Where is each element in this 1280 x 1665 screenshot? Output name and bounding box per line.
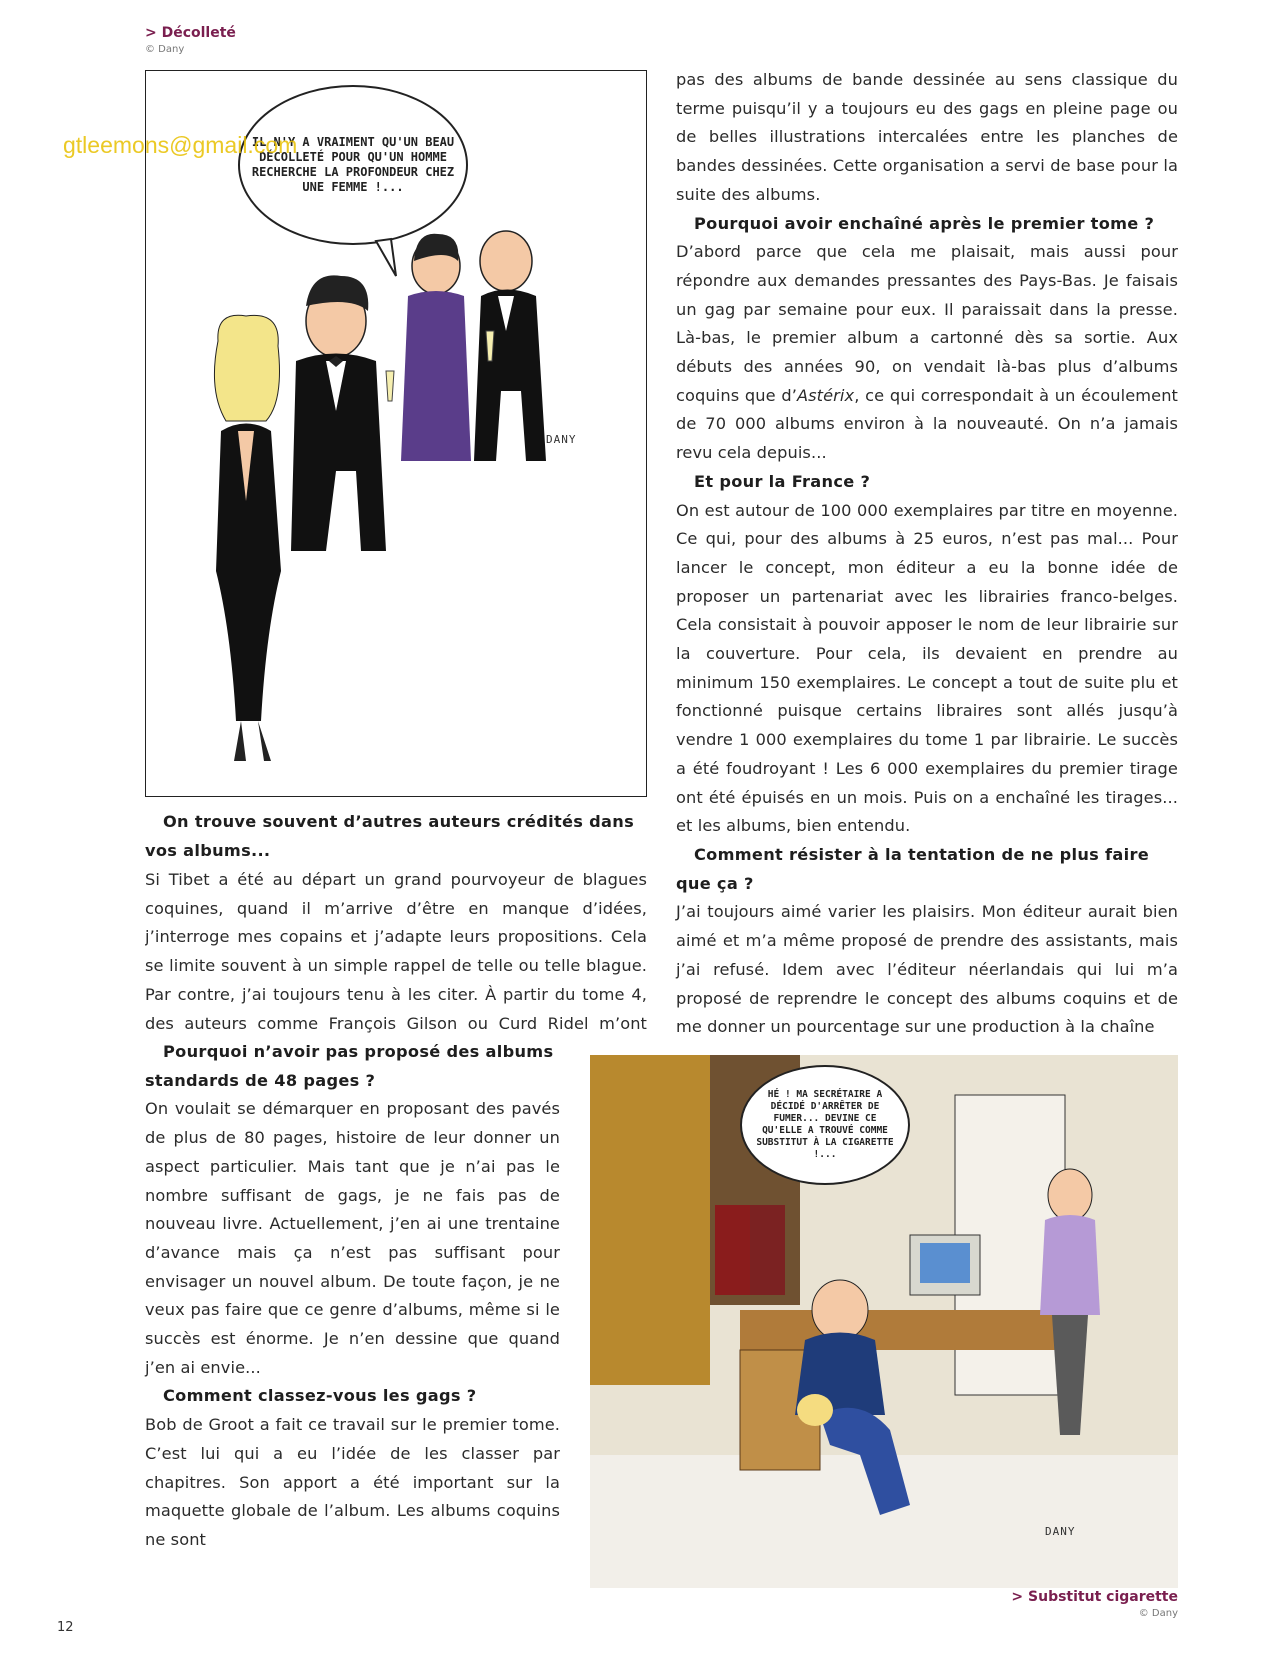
page-number: 12 <box>57 1620 74 1635</box>
figure-credit: © Dany <box>1138 1608 1178 1619</box>
text-column-left-bottom <box>145 1038 560 1555</box>
speech-bubble: IL N'Y A VRAIMENT QU'UN BEAU DÉCOLLETÉ POUR QU'UN HOMME RECHERCHE LA PROFONDEUR CHEZ UNE FEMME !... <box>238 85 468 245</box>
artist-signature: DANY <box>546 433 577 446</box>
speech-bubble: HÉ ! MA SECRÉTAIRE A DÉCIDÉ D'ARRÊTER DE FUMER... DEVINE CE QU'ELLE A TROUVÉ COMME SUBSTITUT À LA CIGARETTE !... <box>740 1065 910 1185</box>
figure-caption-substitut-cigarette: > Substitut cigarette <box>1011 1589 1178 1605</box>
text-column-left-top <box>145 808 647 865</box>
interview-question: On trouve souvent d’autres auteurs crédités dans vos albums... <box>145 812 635 860</box>
answer-paragraph: J’ai toujours aimé varier les plaisirs. Mon éditeur aurait bien aimé et m’a même proposé de prendre des assistants, mais j’ai refusé. Idem avec l’éditeur néerlandais qui lui m’a proposé de reprendre le concept des albums coquins et de me donner un pourcentage sur une production à la chaîne <box>676 902 1178 1037</box>
text-column-left-narrow <box>145 866 560 1038</box>
figure-credit: © Dany <box>145 44 185 55</box>
answer-paragraph <box>676 238 1178 468</box>
answer-paragraph: pas des albums de bande dessinée au sens classique du terme puisqu’il y a toujours eu des gags en pleine page ou de belles illustrations intercalées entre les planches de bandes dessinées. Cette organisation a servi de base pour la suite des albums. <box>676 70 1178 204</box>
interview-question: Comment classez-vous les gags ? <box>163 1386 477 1406</box>
interview-question: Pourquoi n’avoir pas proposé des albums standards de 48 pages ? <box>145 1042 554 1090</box>
interview-question: Pourquoi avoir enchaîné après le premier tome ? <box>694 213 1155 233</box>
answer-paragraph: Bob de Groot a fait ce travail sur le premier tome. C’est lui qui a eu l’idée de les classer par chapitres. Son apport a été important sur la maquette globale de l’album. Les albums coquins ne sont <box>145 1415 560 1549</box>
answer-text: D’abord parce que cela me plaisait, mais aussi pour répondre aux demandes pressantes des Pays-Bas. Je faisais un gag par semaine pour eux. Il paraissait dans la presse. Là-bas, le premier album a cartonné dès sa sortie. Aux débuts des années 90, on vendait là-bas plus d’albums coquins que d’ <box>676 242 1178 405</box>
watermark-email: gtleemons@gmail.com <box>63 132 298 158</box>
interview-question: Et pour la France ? <box>694 471 871 491</box>
answer-paragraph: On est autour de 100 000 exemplaires par titre en moyenne. Ce qui, pour des albums à 25 euros, n’est pas mal... Pour lancer le concept, mon éditeur a eu la bonne idée de proposer un partenariat avec les librairies franco-belges. Cela consistait à pouvoir apposer le nom de leur librairie sur la couverture. Pour cela, ils devaient en prendre au minimum 150 exemplaires. Le concept a tout de suite plu et fonctionné puisque certains libraires sont allés jusqu’à vendre 1 000 exemplaires du tome 1 par librairie. Le succès a été foudroyant ! Les 6 000 exemplaires du premier tirage ont été épuisés en un mois. Puis on a enchaîné les tirages... et les albums, bien entendu. <box>676 500 1178 836</box>
interview-question: Comment résister à la tentation de ne plus faire que ça ? <box>676 844 1150 893</box>
figure-caption-decollete: > Décolleté <box>145 25 236 41</box>
illustration-decollete <box>145 70 647 797</box>
answer-paragraph: Si Tibet a été au départ un grand pourvoyeur de blagues coquines, quand il m’arrive d’être en manque d’idées, j’interroge mes copains et j’adapte leurs propositions. Cela se limite souvent à un simple rappel de telle ou telle blague. Par contre, j’ai toujours tenu à les citer. À partir du tome 4, des auteurs comme François Gilson ou Curd Ridel m’ont <box>145 870 647 1033</box>
book-title-asterix: Astérix <box>796 385 855 405</box>
answer-text: , ce qui correspondait à un écoulement de 70 000 albums environ à la nouveauté. On n’a jamais revu cela depuis... <box>676 385 1178 463</box>
text-column-right <box>676 66 1178 1042</box>
answer-paragraph: On voulait se démarquer en proposant des pavés de plus de 80 pages, histoire de leur donner un aspect particulier. Mais tant que je n’ai pas le nombre suffisant de gags, je ne fais pas de nouveau livre. Actuellement, j’en ai une trentaine d’avance mais ça n’est pas suffisant pour envisager un nouvel album. De toute façon, je ne veux pas faire que ce genre d’albums, même si le succès est énorme. Je n’en dessine que quand j’en ai envie... <box>145 1099 560 1377</box>
artist-signature: DANY <box>1045 1525 1076 1538</box>
illustration-substitut-cigarette <box>590 1055 1178 1588</box>
